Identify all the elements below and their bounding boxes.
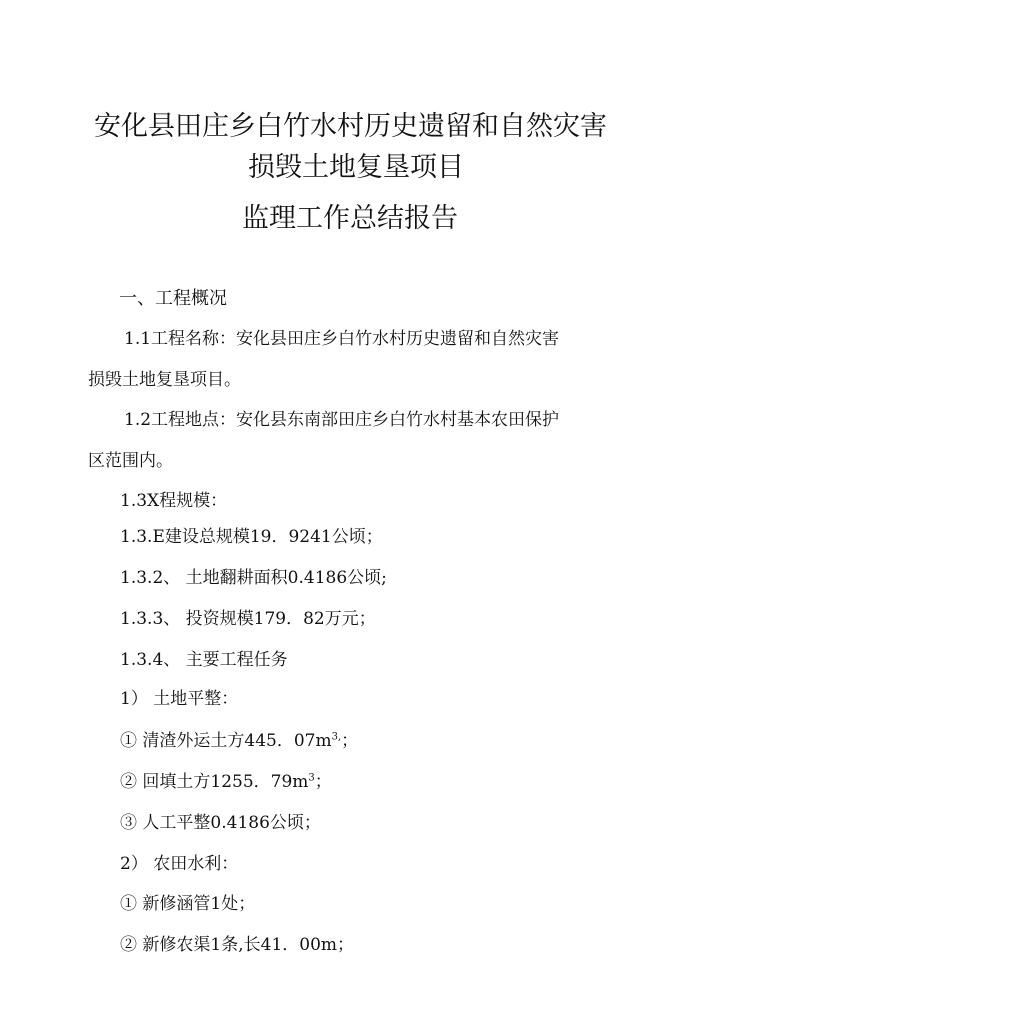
task-1-item-1-suffix: ；	[341, 731, 359, 751]
task-2-item-2: ② 新修农渠1条,长41．00m；	[120, 935, 355, 955]
task-1-item-1-text: ① 清渣外运土方445．07m	[120, 731, 332, 751]
item-1-1-line-1: 1.1工程名称：安化县田庄乡白竹水村历史遗留和自然灾害	[124, 329, 560, 349]
item-1-3-4: 1.3.4、 主要工程任务	[120, 650, 288, 670]
task-1-item-1	[120, 726, 358, 751]
task-1-item-2-text: ② 回填土方1255．79m	[120, 772, 309, 792]
item-1-3-1: 1.3.E建设总规模19．9241公顷；	[120, 527, 383, 547]
item-1-1-line-2: 损毁土地复垦项目。	[88, 370, 241, 390]
task-1-item-2	[120, 767, 332, 792]
document-title-line-2: 损毁土地复垦项目	[248, 152, 464, 183]
task-1-item-3: ③ 人工平整0.4186公顷；	[120, 813, 321, 833]
task-2-heading: 2） 农田水利：	[120, 854, 239, 874]
task-1-item-2-superscript: 3	[308, 772, 315, 784]
item-1-3-2: 1.3.2、 土地翻耕面积0.4186公顷;	[120, 568, 387, 588]
task-2-item-1: ① 新修涵管1处；	[120, 894, 256, 914]
section-heading-overview: 一、工程概况	[119, 288, 227, 309]
document-title-line-3: 监理工作总结报告	[242, 203, 458, 234]
item-1-2-line-1: 1.2工程地点：安化县东南部田庄乡白竹水村基本农田保护	[124, 410, 560, 430]
document-title-line-1: 安化县田庄乡白竹水村历史遗留和自然灾害	[94, 111, 607, 142]
item-1-3: 1.3X程规模：	[120, 491, 228, 511]
item-1-3-3: 1.3.3、 投资规模179．82万元；	[120, 609, 376, 629]
task-1-item-2-suffix: ；	[314, 772, 332, 792]
item-1-2-line-2: 区范围内。	[88, 451, 173, 471]
task-1-item-1-superscript: 3,	[331, 731, 342, 743]
task-1-heading: 1） 土地平整：	[120, 689, 239, 709]
